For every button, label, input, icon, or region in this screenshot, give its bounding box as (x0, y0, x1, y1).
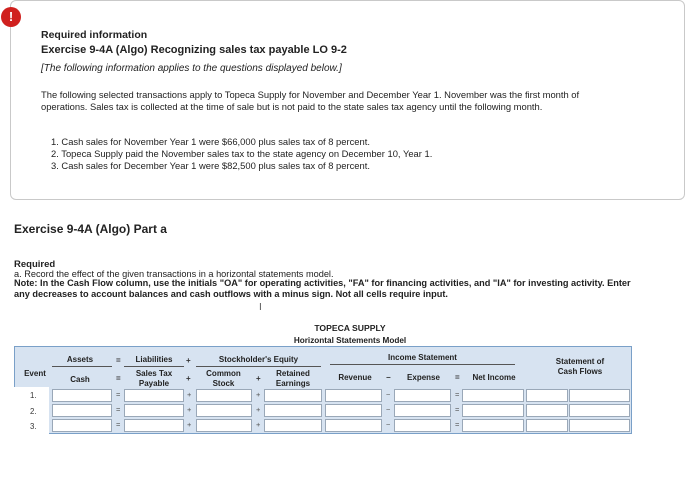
sales-tax-payable-header: Sales Tax (135, 369, 173, 378)
plus-sign: + (187, 420, 192, 429)
net-income-input-row2[interactable] (462, 404, 524, 417)
equals-sign: = (455, 373, 460, 382)
cash-flow-activity-input-row1[interactable] (569, 389, 630, 402)
net-income-input-row3[interactable] (462, 419, 524, 432)
cash-input-row2[interactable] (52, 404, 112, 417)
income-statement-header: Income Statement (388, 353, 457, 362)
assets-header: Assets (66, 355, 94, 364)
transaction-item: 2. Topeca Supply paid the November sales tax to the state agency on December 10, Year 1. (51, 148, 433, 159)
required-info-heading: Required information (41, 29, 148, 41)
equals-sign: = (116, 405, 121, 414)
applies-note: [The following information applies to the questions displayed below.] (41, 63, 342, 74)
requirement-a: a. Record the effect of the given transactions in a horizontal statements model. (14, 269, 334, 279)
cash-input-row3[interactable] (52, 419, 112, 432)
common-stock-input-row1[interactable] (196, 389, 252, 402)
equals-sign: = (116, 356, 121, 365)
equals-sign: = (455, 405, 460, 414)
cash-input-row1[interactable] (52, 389, 112, 402)
plus-sign: + (187, 405, 192, 414)
retained-earnings-header: Retained (276, 369, 310, 378)
minus-sign: − (386, 420, 391, 429)
event-label: 1. (30, 391, 37, 400)
common-stock-header-2: Stock (212, 379, 235, 388)
plus-sign: + (256, 390, 261, 399)
model-title: Horizontal Statements Model (293, 336, 407, 345)
cash-flow-amount-input-row3[interactable] (526, 419, 568, 432)
common-stock-input-row2[interactable] (196, 404, 252, 417)
equals-sign: = (455, 420, 460, 429)
plus-sign: + (256, 420, 261, 429)
net-income-input-row1[interactable] (462, 389, 524, 402)
revenue-input-row2[interactable] (325, 404, 382, 417)
cash-flow-amount-input-row2[interactable] (526, 404, 568, 417)
revenue-header: Revenue (338, 373, 372, 382)
expense-header: Expense (407, 373, 440, 382)
text-cursor-icon: I (259, 302, 262, 313)
sales-tax-payable-header-2: Payable (138, 379, 170, 388)
plus-sign: + (186, 356, 191, 365)
expense-input-row3[interactable] (394, 419, 451, 432)
retained-earnings-input-row3[interactable] (264, 419, 322, 432)
cash-flows-header-2: Cash Flows (557, 367, 603, 376)
liabilities-header: Liabilities (135, 355, 173, 364)
transaction-item: 3. Cash sales for December Year 1 were $82,500 plus sales tax of 8 percent. (51, 160, 370, 171)
common-stock-header: Common (206, 369, 241, 378)
event-header: Event (24, 369, 46, 378)
common-stock-input-row3[interactable] (196, 419, 252, 432)
equals-sign: = (116, 374, 121, 383)
transaction-list (41, 136, 432, 172)
event-label: 2. (30, 407, 37, 416)
plus-sign: + (187, 390, 192, 399)
expense-input-row1[interactable] (394, 389, 451, 402)
net-income-header: Net Income (472, 373, 516, 382)
assets-underline (52, 366, 112, 367)
company-name: TOPECA SUPPLY (314, 323, 386, 333)
event-label: 3. (30, 422, 37, 431)
equals-sign: = (455, 390, 460, 399)
revenue-input-row1[interactable] (325, 389, 382, 402)
intro-paragraph: The following selected transactions apply to Topeca Supply for November and December Year 1. November was the first month of operations. Sales tax is collected at the time of sale but is not paid to the state sales tax agency until the following month. (41, 89, 580, 112)
cash-header: Cash (70, 375, 90, 384)
minus-sign: − (386, 373, 391, 382)
retained-earnings-input-row1[interactable] (264, 389, 322, 402)
cash-flow-activity-input-row3[interactable] (569, 419, 630, 432)
liabilities-underline (124, 366, 184, 367)
income-statement-underline (330, 364, 515, 365)
exercise-title: Exercise 9-4A (Algo) Recognizing sales tax payable LO 9-2 (41, 44, 347, 56)
cash-flow-activity-input-row2[interactable] (569, 404, 630, 417)
equals-sign: = (116, 420, 121, 429)
required-label: Required (14, 259, 56, 270)
sales-tax-payable-input-row2[interactable] (124, 404, 184, 417)
minus-sign: − (386, 390, 391, 399)
expense-input-row2[interactable] (394, 404, 451, 417)
required-info-box (10, 0, 685, 200)
alert-icon: ! (1, 7, 21, 27)
cash-flows-header: Statement of (555, 357, 605, 366)
equity-underline (196, 366, 321, 367)
equals-sign: = (116, 390, 121, 399)
sales-tax-payable-input-row3[interactable] (124, 419, 184, 432)
plus-sign: + (186, 374, 191, 383)
instruction-note: Note: In the Cash Flow column, use the initials "OA" for operating activities, "FA" for financing activities, and "IA" for investing activity. Enter any decreases to account balances and cash outflows with a minus sign. Not all cells require input. (14, 278, 631, 299)
retained-earnings-input-row2[interactable] (264, 404, 322, 417)
revenue-input-row3[interactable] (325, 419, 382, 432)
minus-sign: − (386, 405, 391, 414)
sales-tax-payable-input-row1[interactable] (124, 389, 184, 402)
part-title: Exercise 9-4A (Algo) Part a (14, 222, 167, 236)
cash-flow-amount-input-row1[interactable] (526, 389, 568, 402)
retained-earnings-header-2: Earnings (275, 379, 311, 388)
equity-header: Stockholder's Equity (218, 355, 299, 364)
transaction-item: 1. Cash sales for November Year 1 were $66,000 plus sales tax of 8 percent. (51, 136, 370, 147)
plus-sign: + (256, 374, 261, 383)
plus-sign: + (256, 405, 261, 414)
